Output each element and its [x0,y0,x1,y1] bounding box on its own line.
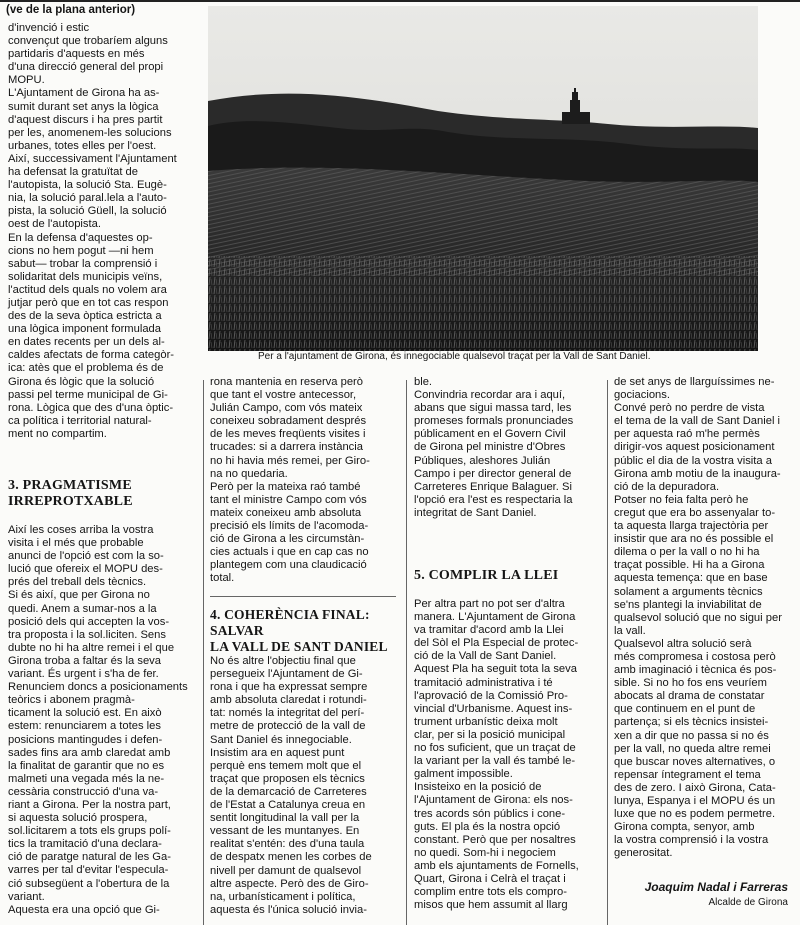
column-3-body: Per altra part no pot ser d'altra manera. L'Ajuntament de Girona va tramitar d'acord amb la Llei del Sòl el Pla Especial de protec- ció de la Vall de Sant Daniel. Aquest Pla ha seguit tota la seva tramitació administrativa i té l'aprovació de la Comissió Pro- vincial d'Urbanisme. Aquest ins- trument urbanístic deixa molt clar, per si la posició municipal no fos suficient, que un traçat de la variant per la vall és també le- galment impossible. Insisteixo en la posició de l'Ajuntament de Girona: els nos- tres acords són públics i cone- guts. El pla és la nostra opció constant. Però que per nosaltres no quedi. Som-hi i negociem amb els ajuntaments de Fornells, Quart, Girona i Celrà el traçat i complim entre tots els compro- misos que hem assumit al llarg [414,598,579,912]
signature-block [645,880,788,908]
photo-caption: Per a l'ajuntament de Girona, és innegociable qualsevol traçat per la Vall de Sant Daniel. [258,351,651,362]
column-divider-1 [203,380,204,925]
section-3-heading: 3. PRAGMATISME IRREPROTXABLE [8,478,133,509]
article-photo [208,6,758,351]
column-2-body: No és altre l'objectiu final que persegueix l'Ajuntament de Gi- rona i que ha expressat sempre amb absoluta claredat i rotundi- tat: només la integritat del perí- metre de protecció de la vall de Sant Daniel és innegociable. Insistim ara en aquest punt perquè ens temem molt que el traçat que proposen els tècnics de la demarcació de Carreteres de l'Estat a Catalunya creua en sentit longitudinal la vall per la vessant de les muntanyes. En realitat s'entén: des d'una taula de despatx menen les corbes de nivell per damunt de qualsevol altre aspecte. Però des de Giro- na, urbanísticament i política, aquesta és l'única solució invia- [210,655,372,916]
continuation-note: (ve de la plana anterior) [6,4,136,16]
landscape-image [208,6,758,351]
column-divider-2 [406,380,407,925]
author-role: Alcalde de Girona [708,897,788,908]
section-4-rule [210,596,396,597]
column-1-body: Així les coses arriba la vostra visita i el més que probable anunci de l'opció est com la so- lució que ofereix el MOPU des- prés del treball dels tècnics. Si és així, que per Girona no quedi. Anem a sumar-nos a la posició dels qui accepten la vos- tra proposta i la sol.liciten. Sens dubte no hi ha altre remei i el que Girona troba a faltar és la seva variant. És urgent i s'ha de fer. Renunciem doncs a posicionaments teòrics i abonem pragmà- ticament la solució est. En això estem: renunciarem a totes les posicions mantingudes i defen- sades fins ara amb claredat amb la finalitat de garantir que no es malmeti una vegada més la ne- cessària construcció d'una va- riant a Girona. Per la nostra part, si aquesta solució prospera, sol.licitarem a tots els grups polí- tics la tramitació d'una declara- ció de paratge natural de les Ga- varres per tal d'evitar l'especula- ció subsegüent a l'obertura de la variant. Aquesta era una opció que Gi- [8,524,188,916]
section-5-heading: 5. COMPLIR LA LLEI [414,568,559,583]
column-4: de set anys de llarguíssimes ne- gociacions. Convé però no perdre de vista el tema de la vall de Sant Daniel i per aquesta raó m'he permès dirigir-vos aquest posicionament públic el dia de la vostra visita a Girona amb motiu de la inaugura- ció de la depuradora. Potser no feia falta però he cregut que era bo assenyalar to- ta aquesta llarga trajectòria per insistir que ara no és possible el dilema o per la vall o no hi ha traçat possible. Hi ha a Girona aquesta temença: que en base solament a arguments tècnics se'ns plantegi la inviabilitat de qualsevol solució que no sigui per la vall. Qualsevol altra solució serà més compromesa i costosa però amb imaginació i tècnica és pos- sible. Si no ho fos ens veuríem abocats al drama de constatar que continuem en el punt de partença; si els tècnics insistei- xen a dir que no passa si no és per la vall, no queda altre remei que buscar noves alternatives, o repensar íntegrament el tema des de zero. I això Girona, Cata- lunya, Espanya i el MOPU és un luxe que no es podem permetre. Girona compta, senyor, amb la vostra comprensió i la vostra generositat. [614,376,782,860]
column-2-top: rona mantenia en reserva però que tant el vostre antecessor, Julián Campo, com vós mateix coneixeu sobradament després de les meves freqüents visites i trucades: si a darrera instància no hi havia més remei, per Giro- na no quedaria. Però per la mateixa raó també tant el ministre Campo com vós mateix coneixeu amb absoluta precisió els límits de l'acomoda- ció de Girona a les circumstàn- cies actuals i que en cap cas no plantegem com una claudicació total. [210,376,370,585]
section-4-heading: 4. COHERÈNCIA FINAL: SALVAR LA VALL DE SANT DANIEL [210,607,388,654]
column-1-intro: d'invenció i estic convençut que trobaríem alguns partidaris d'aquests en més d'una direcció general del propi MOPU. L'Ajuntament de Girona ha as- sumit durant set anys la lògica d'aquest discurs i ha pres partit per les, anomenem-les solucions urbanes, totes elles per l'oest. Així, successivament l'Ajuntament ha defensat la gratuïtat de l'autopista, la solució Sta. Eugè- nia, la solució paral.lela a l'auto- pista, la solució Güell, la solució oest de l'autopista. En la defensa d'aquestes op- cions no hem pogut —ni hem sabut— trobar la comprensió i solidaritat dels municipis veïns, l'actitud dels quals no volem ara jutjar però que en tot cas respon des de la seva òptica estricta a una lògica imponent formulada en dates recents per un dels al- caldes afectats de forma categòr- ica: atès que el problema és de Girona és lògic que la solució passi pel terme municipal de Gi- rona. Lògica que des d'una òptic- ca política i territorial natural- ment no compartim. [8,22,177,440]
author-name: Joaquim Nadal i Farreras [644,880,788,894]
column-divider-3 [607,380,608,925]
column-3-top: ble. Convindria recordar ara i aquí, abans que sigui massa tard, les promeses formals pronunciades públicament en el Govern Civil de Girona pel ministre d'Obres Públiques, aleshores Julián Campo i per director general de Carreteres Enrique Balaguer. Si l'opció era l'est es respectaria la integritat de Sant Daniel. [414,376,574,519]
top-rule [0,0,800,2]
